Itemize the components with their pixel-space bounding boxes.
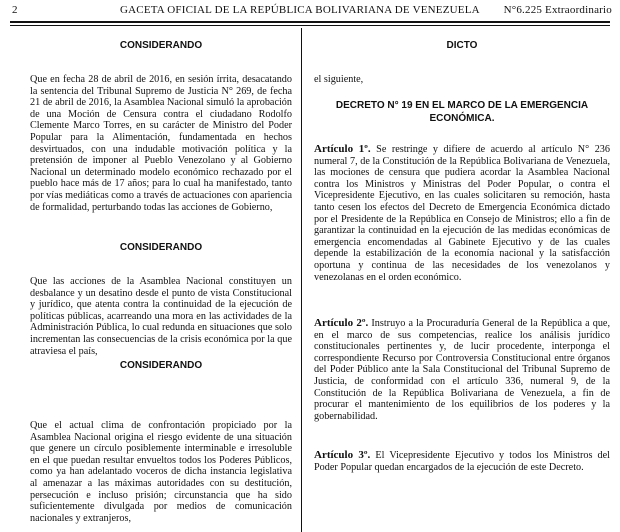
article-2-text: Instruyo a la Procuraduría General de la República a que, en el marco de sus competencias, realice los análisis jurídico constitucionales pertinentes y, de lucir procedente, interponga el correspondiente Recurso por Controversia Constitucional entre órganos del Poder Público ante la Sala Constitucional del Tribunal Supremo de Justicia, de conformidad con el artículo 336, numeral 9, de la Constitución de la República Bolivariana de Venezuela, a fin de procurar el mantenimiento de los equilibrios de los poderes y la gobernabilidad. <box>314 318 611 422</box>
article-1 <box>314 144 610 283</box>
article-2 <box>314 318 610 422</box>
decree-title-line-1: DECRETO N° 19 EN EL MARCO DE LA EMERGENCIA <box>335 100 589 111</box>
right-column <box>314 30 610 530</box>
considerando-heading-3: CONSIDERANDO <box>119 360 203 371</box>
issue-number: N°6.225 Extraordinario <box>503 4 612 16</box>
article-1-text: Se restringe y difiere de acuerdo al artículo N° 236 numeral 7, de la Constitución de la República Bolivariana de Venezuela, las mociones de censura que pudiera acordar la Asamblea Nacional contra los Ministros y Ministras del Poder Popular, o contra el Vicepresidente Ejecutivo, en las cuales solicitaren su remoción, hasta tanto cesen los efectos del Decreto de Emergencia Económica dictado por el Presidente de la República en Consejo de Ministros; ello a fin de garantizar la continuidad en la ejecución de las medidas económicas de emergencia encomendadas al Gabinete Ejecutivo y de las cuales depende la estabilización de la economía nacional y la satisfacción oportuna y continua de las necesidades de los venezolanos y venezolanas en el orden económico. <box>314 144 610 283</box>
article-1-label: Artículo 1º. <box>314 143 371 155</box>
page-number: 2 <box>12 4 18 16</box>
considerando-text-2: Que las acciones de la Asamblea Nacional constituyen un desbalance y un desatino desde el punto de vista Constitucional y jurídico, que atenta contra la continuidad de la ejecución de políticas públicas, acarreando una mora en las actividades de la Administración Pública, lo cual redunda en situaciones que solo incrementan las consecuencias de la crisis económica por la que atraviesa el país, <box>30 276 292 357</box>
header-rule-thick <box>10 21 610 23</box>
considerando-heading-1: CONSIDERANDO <box>119 40 203 51</box>
left-column <box>30 30 292 530</box>
article-3-text: El Vicepresidente Ejecutivo y todos los Ministros del Poder Popular quedan encargados de la ejecución de este Decreto. <box>314 450 610 473</box>
considerando-heading-2: CONSIDERANDO <box>119 242 203 253</box>
article-2-label: Artículo 2º. <box>314 317 369 329</box>
considerando-text-3: Que el actual clima de confrontación propiciado por la Asamblea Nacional origina el riesgo evidente de una situación que genere un círculo posiblemente interminable e irresoluble en el que puedan resultar envueltos todos los Poderes Públicos, como ya han adelantado voceros de dicha instancia legislativa al amenazar a las máximas autoridades con su destitución, persecución e incluso prisión; circunstancia que ha sido suficientemente divulgada por medios de comunicación nacionales y extranjeros, <box>30 420 292 524</box>
dicto-heading: DICTO <box>446 40 478 51</box>
article-3-label: Artículo 3º. <box>314 449 371 461</box>
header-rule-thin <box>10 25 610 26</box>
gazette-title: GACETA OFICIAL DE LA REPÚBLICA BOLIVARIANA DE VENEZUELA <box>120 4 480 16</box>
decree-intro: el siguiente, <box>314 74 364 85</box>
considerando-text-1: Que en fecha 28 de abril de 2016, en sesión írrita, desacatando la sentencia del Tribunal Supremo de Justicia N° 269, de fecha 21 de abril de 2016, la Asamblea Nacional simuló la aprobación de una Moción de Censura contra el ciudadano Rodolfo Clemente Marco Torres, en su carácter de Ministro del Poder Popular para la Alimentación, fundamentada en hechos desvirtuados, con una indudable motivación política y la pretensión de imponer al Pueblo Venezolano y al Gobierno Nacional un determinado modelo económico rechazado por el pueblo hace más de 17 años; para lo cual ha manifestado, tanto por vías mediáticas como a través de actuaciones con apariencia de formalidad, perturbando todas las acciones de Gobierno, <box>30 74 292 213</box>
decree-title-line-2: ECONÓMICA. <box>429 113 495 124</box>
column-divider <box>301 28 302 532</box>
article-3 <box>314 450 610 473</box>
